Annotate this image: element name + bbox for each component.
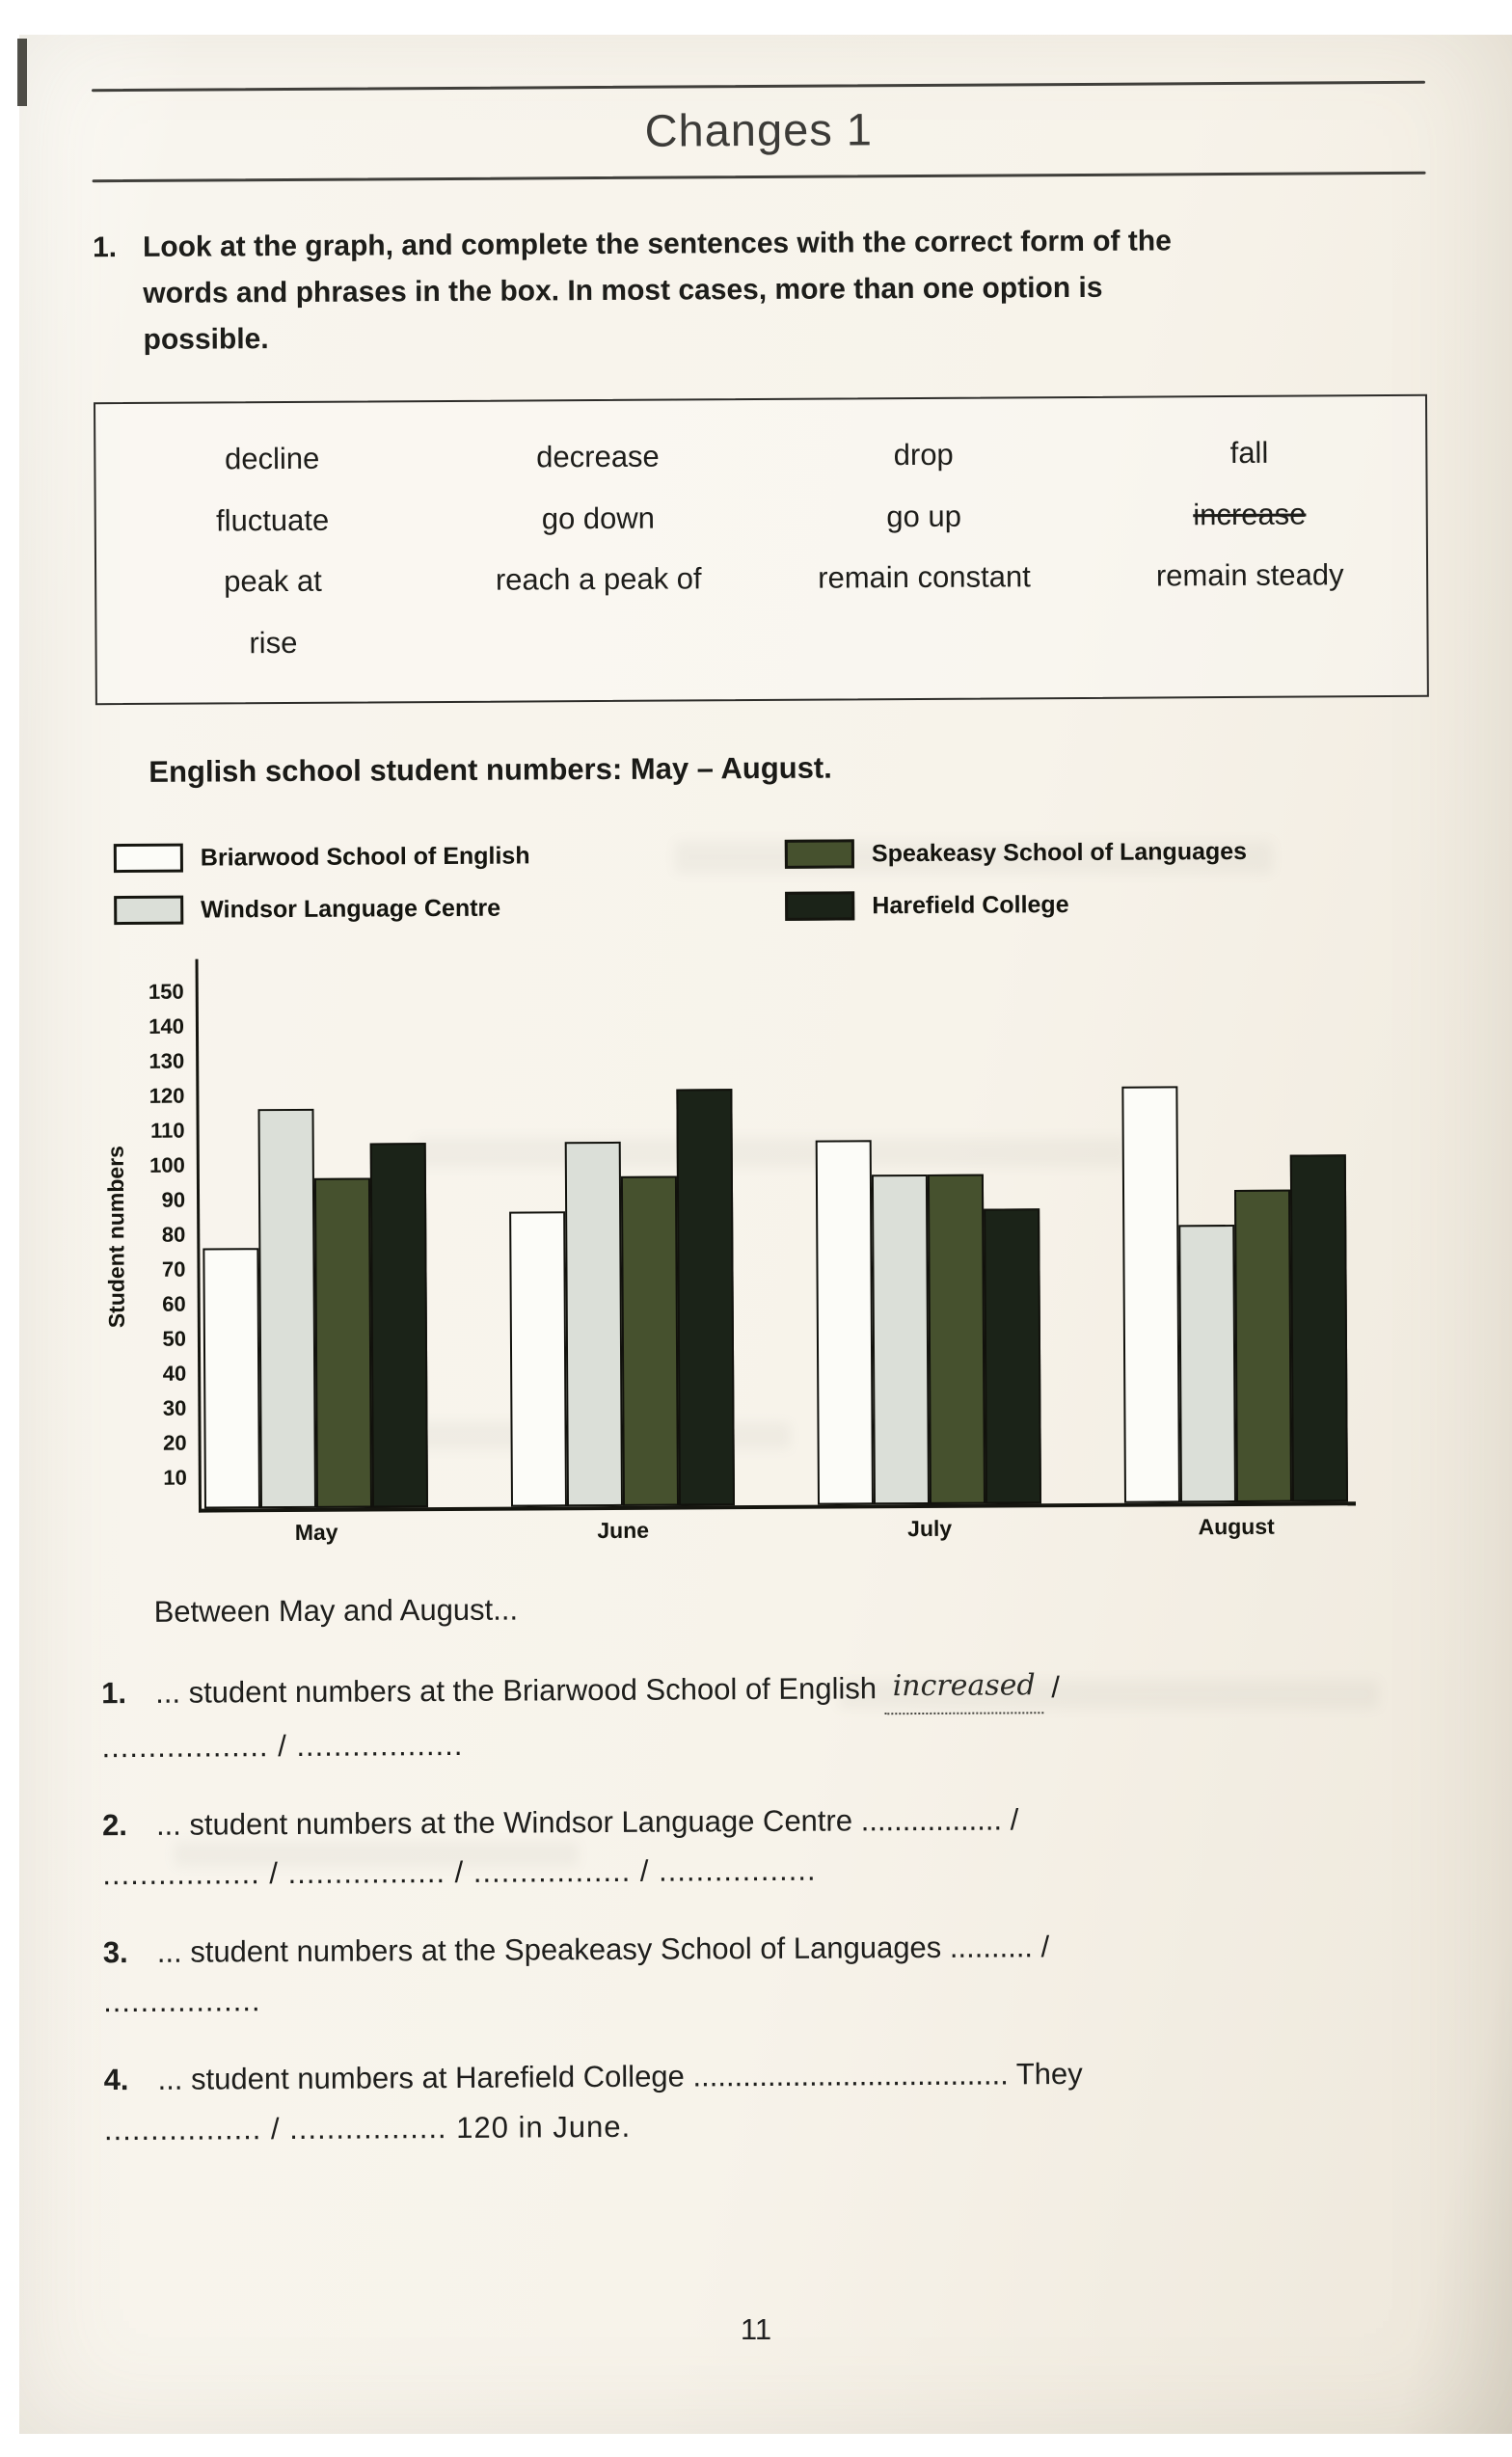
legend-label: Briarwood School of English [200, 842, 530, 872]
bar-speakeasy-august [1234, 1190, 1292, 1502]
sentence-text: ... student numbers at the Speakeasy School of Languages .......... / [156, 1930, 1050, 1969]
word-box-row [109, 421, 1412, 491]
y-axis-tick-label: 50 [162, 1326, 187, 1351]
legend-item [114, 840, 785, 873]
bar-harefield-june [676, 1089, 735, 1505]
exercise-sentence [101, 1660, 1436, 1771]
sentence-number: 4. [103, 2063, 129, 2097]
word-label: remain steady [1155, 557, 1344, 593]
word-label: reach a peak of [495, 561, 702, 597]
exercise-sentences [101, 1660, 1438, 2154]
word-label: fall [1229, 435, 1269, 471]
sentence-text: ... student numbers at the Windsor Language Centre ................. / [155, 1802, 1019, 1842]
word-box-row [110, 482, 1413, 552]
y-axis-ticks [132, 959, 200, 1513]
word-option [435, 487, 761, 551]
y-axis-tick-label: 30 [162, 1395, 187, 1420]
legend-swatch [114, 844, 183, 873]
bar-harefield-july [984, 1208, 1041, 1503]
word-option [761, 423, 1087, 487]
instruction-text: Look at the graph, and complete the sentences with the correct form of the words and phrases in the box. In most cases, more than one option is possible. [142, 225, 1172, 356]
x-axis-label: May [294, 1519, 338, 1546]
scan-edge-bottom [0, 2434, 1512, 2457]
scan-edge-top [0, 0, 1512, 35]
sentence-line1 [103, 2047, 1437, 2105]
y-axis-tick-label: 150 [148, 979, 184, 1005]
word-label: rise [249, 625, 298, 660]
y-axis-tick-label: 60 [162, 1291, 186, 1316]
y-axis-tick-label: 130 [148, 1048, 185, 1074]
x-axis-labels [204, 1513, 1348, 1546]
instruction-number: 1. [92, 231, 118, 264]
bar-group-august [1121, 1085, 1348, 1502]
legend-swatch [785, 840, 854, 869]
legend-item [114, 892, 785, 925]
sentence-number: 2. [101, 1807, 127, 1843]
word-label: go up [886, 499, 961, 533]
bar-speakeasy-july [928, 1174, 986, 1504]
bar-briarwood-june [509, 1211, 567, 1506]
answer-blanks: ................. / ................. / ................. / ................. [102, 1852, 817, 1892]
scan-edge-left [0, 0, 19, 2457]
y-axis-tick-label: 40 [162, 1361, 187, 1386]
legend-swatch [114, 896, 183, 925]
bar-chart [97, 952, 1434, 1513]
word-box [94, 394, 1429, 706]
y-axis-tick-label: 90 [161, 1187, 186, 1212]
y-axis-tick-label: 10 [163, 1465, 187, 1490]
chart-legend [114, 836, 1430, 925]
bar-speakeasy-may [314, 1178, 372, 1508]
answer-blanks: ................. / ................. 120 in June. [103, 2109, 632, 2146]
y-axis-tick-label: 20 [163, 1430, 187, 1455]
bar-harefield-may [370, 1143, 428, 1507]
legend-label: Windsor Language Centre [201, 894, 501, 924]
exercise-sentence [102, 1793, 1437, 1900]
legend-item [785, 888, 1430, 921]
word-option [110, 489, 436, 553]
word-option [761, 546, 1087, 609]
x-axis-spacer [100, 1521, 204, 1548]
chart-heading: English school student numbers: May – August. [148, 750, 832, 790]
x-axis-label: July [907, 1515, 953, 1542]
sentences-intro: Between May and August... [153, 1592, 519, 1630]
page-content [92, 81, 1438, 2183]
word-label: peak at [224, 563, 322, 599]
word-label: fluctuate [215, 502, 330, 537]
word-option [110, 550, 436, 613]
y-axis-tick-label: 110 [150, 1118, 185, 1144]
word-box-row [110, 544, 1413, 613]
word-option [1087, 482, 1413, 546]
y-axis-tick-label: 70 [161, 1256, 186, 1282]
plot-area [196, 952, 1356, 1512]
answer-blanks: ................. [103, 1984, 261, 2019]
handwritten-answer: increased [884, 1661, 1042, 1714]
word-option [109, 427, 435, 491]
page-title: Changes 1 [644, 103, 874, 156]
bar-group-may [202, 1108, 428, 1508]
bar-group-july [816, 1139, 1041, 1504]
bar-windsor-july [872, 1174, 930, 1504]
word-label: drop [893, 437, 954, 472]
sentence-line1 [103, 1920, 1437, 1978]
exercise-sentence [103, 1920, 1438, 2027]
legend-swatch [785, 892, 854, 921]
page-number: 11 [740, 2312, 772, 2346]
y-axis-label: Student numbers [102, 1145, 129, 1328]
answer-blanks: .................. / .................. [101, 1727, 464, 1764]
y-axis-tick-label: 120 [148, 1083, 185, 1109]
sentence-number: 3. [102, 1935, 128, 1970]
y-axis-label-wrap [97, 959, 136, 1513]
word-option [1087, 544, 1413, 608]
word-option [436, 548, 762, 611]
y-axis-tick-label: 100 [149, 1152, 185, 1178]
exercise-instruction [93, 217, 1427, 364]
bar-group-june [508, 1089, 735, 1506]
bar-briarwood-august [1121, 1087, 1180, 1503]
bar-windsor-june [565, 1142, 623, 1506]
scan-artifact [17, 39, 27, 106]
bar-windsor-august [1178, 1225, 1236, 1502]
word-label: decrease [536, 439, 660, 474]
word-label: go down [541, 500, 656, 535]
bar-briarwood-july [816, 1140, 874, 1504]
word-option [1086, 421, 1412, 485]
word-box-row [110, 606, 1413, 675]
sentence-line1 [101, 1660, 1435, 1722]
y-axis-tick-label: 80 [161, 1222, 186, 1247]
word-label: increase [1193, 497, 1307, 531]
bar-speakeasy-june [621, 1176, 679, 1506]
word-option [761, 484, 1087, 548]
sentence-line1 [102, 1793, 1436, 1850]
word-label: decline [225, 441, 320, 476]
bar-harefield-august [1290, 1154, 1348, 1501]
legend-label: Speakeasy School of Languages [871, 837, 1248, 867]
legend-label: Harefield College [872, 890, 1069, 919]
x-axis-label: June [597, 1517, 650, 1544]
word-option [435, 425, 761, 489]
sentence-text: ... student numbers at Harefield College ...................................... They [157, 2057, 1083, 2097]
bar-windsor-may [257, 1109, 316, 1508]
x-axis-labels-row [100, 1513, 1434, 1547]
x-axis-label: August [1198, 1513, 1275, 1540]
sentence-number: 1. [101, 1676, 127, 1711]
y-axis-tick-label: 140 [148, 1013, 185, 1040]
legend-item [785, 836, 1430, 869]
word-label: remain constant [818, 559, 1031, 595]
word-option [110, 611, 436, 675]
sentence-text: ... student numbers at the Briarwood School of English increased / [155, 1660, 1435, 1722]
bar-briarwood-may [202, 1248, 260, 1508]
exercise-sentence [103, 2047, 1438, 2154]
